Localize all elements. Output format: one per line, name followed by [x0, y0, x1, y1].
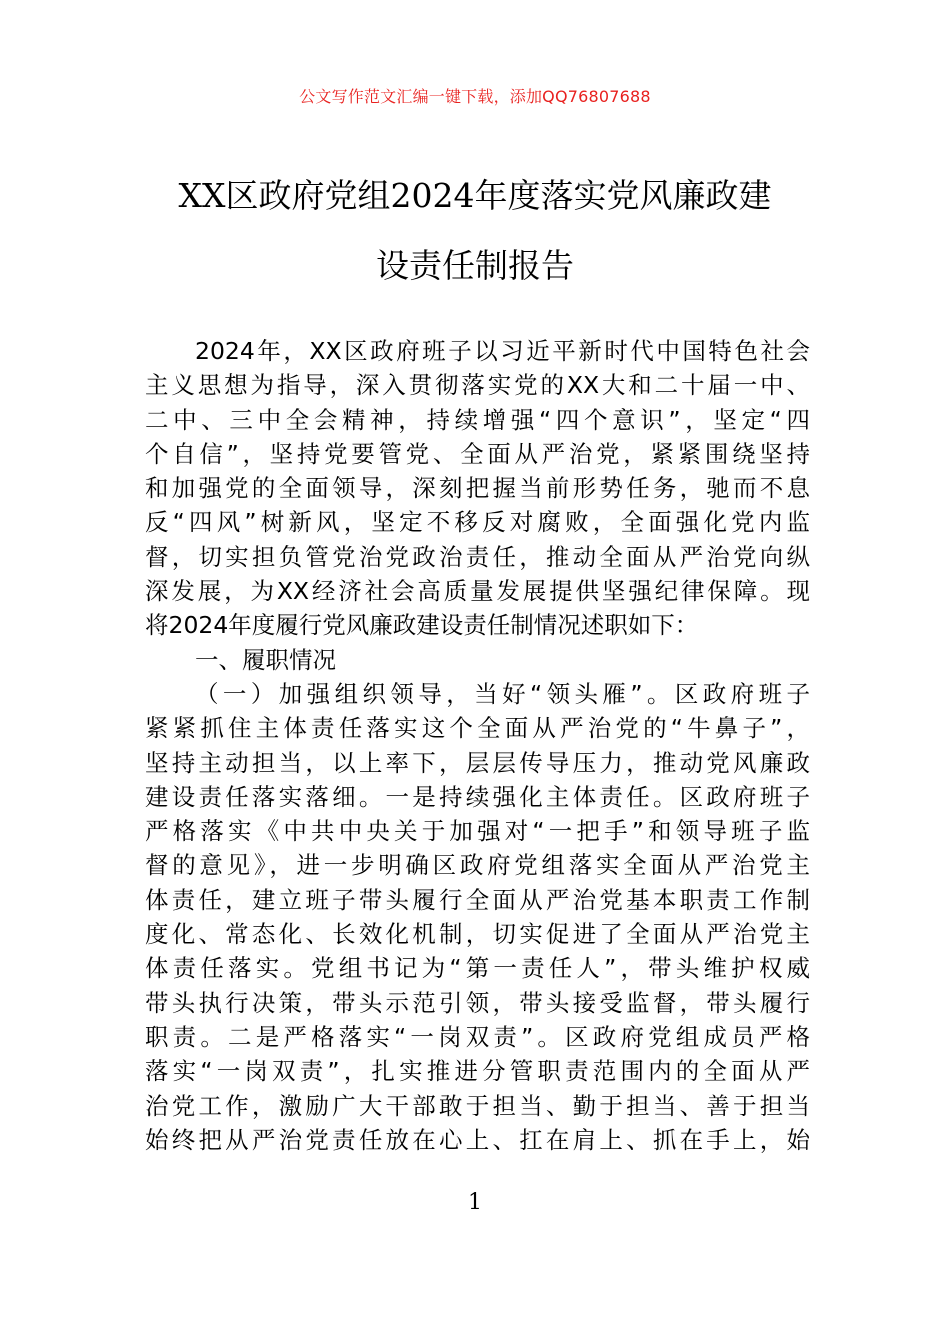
body-line: 紧紧抓住主体责任落实这个全面从严治党的“牛鼻子”，: [145, 714, 810, 743]
body-line: 深发展，为XX经济社会高质量发展提供坚强纪律保障。现: [145, 577, 810, 606]
body-line: 个自信”，坚持党要管党、全面从严治党，紧紧围绕坚持: [145, 439, 810, 468]
body-line: 体责任，建立班子带头履行全面从严治党基本职责工作制: [145, 885, 810, 914]
body-line: 反“四风”树新风，坚定不移反对腐败，全面强化党内监: [145, 508, 810, 537]
body-line: 督，切实担负管党治党政治责任，推动全面从严治党向纵: [145, 542, 810, 571]
body-line: 治党工作，激励广大干部敢于担当、勤于担当、善于担当: [145, 1091, 810, 1120]
body-line: 始终把从严治党责任放在心上、扛在肩上、抓在手上，始: [145, 1125, 810, 1154]
body-line: 坚持主动担当，以上率下，层层传导压力，推动党风廉政: [145, 748, 810, 777]
body-line: 职责。二是严格落实“一岗双责”。区政府党组成员严格: [145, 1022, 810, 1051]
section-heading: 一、履职情况: [195, 645, 336, 674]
body-line: 2024年，XX区政府班子以习近平新时代中国特色社会: [195, 337, 810, 365]
body-line: 体责任落实。党组书记为“第一责任人”，带头维护权威: [145, 954, 810, 983]
document-title-line-1: XX区政府党组2024年度落实党风廉政建: [178, 176, 772, 215]
body-line: 和加强党的全面领导，深刻把握当前形势任务，驰而不息: [145, 474, 810, 503]
body-line: 二中、三中全会精神，持续增强“四个意识”，坚定“四: [145, 405, 810, 434]
subsection-heading-line: （一）加强组织领导，当好“领头雁”。区政府班子: [195, 679, 810, 708]
body-line: 将2024年度履行党风廉政建设责任制情况述职如下：: [145, 611, 699, 640]
body-line: 建设责任落实落细。一是持续强化主体责任。区政府班子: [145, 782, 810, 811]
document-title-line-2: 设责任制报告: [376, 246, 574, 285]
body-line: 主义思想为指导，深入贯彻落实党的XX大和二十届一中、: [145, 371, 810, 400]
body-line: 度化、常态化、长效化机制，切实促进了全面从严治党主: [145, 920, 810, 949]
body-line: 带头执行决策，带头示范引领，带头接受监督，带头履行: [145, 988, 810, 1017]
promo-header-note: 公文写作范文汇编一键下载，添加QQ76807688: [299, 87, 651, 106]
body-line: 督的意见》，进一步明确区政府党组落实全面从严治党主: [145, 851, 810, 880]
body-line: 严格落实《中共中央关于加强对“一把手”和领导班子监: [145, 817, 810, 846]
page-number: 1: [468, 1190, 482, 1215]
document-body: [145, 334, 810, 1157]
body-line: 落实“一岗双责”，扎实推进分管职责范围内的全面从严: [145, 1057, 810, 1086]
